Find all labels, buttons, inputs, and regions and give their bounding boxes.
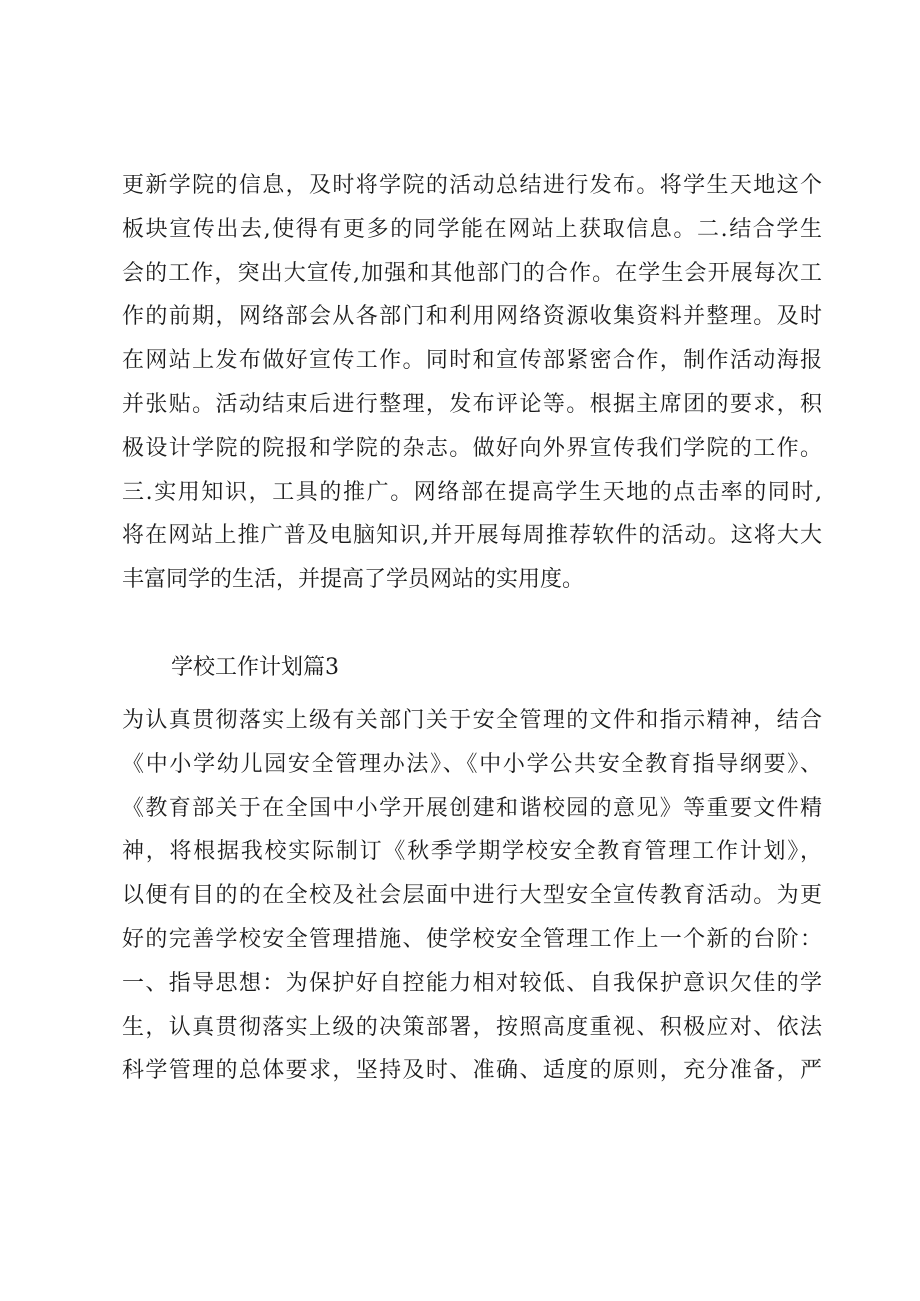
text-line: 作的前期，网络部会从各部门和利用网络资源收集资料并整理。及时	[122, 304, 822, 330]
text-line: 会的工作，突出大宣传,加强和其他部门的合作。在学生会开展每次工	[122, 260, 822, 286]
text-line: 以便有目的的在全校及社会层面中进行大型安全宣传教育活动。为更	[122, 883, 822, 909]
text-line: 丰富同学的生活，并提高了学员网站的实用度。	[122, 567, 585, 593]
paragraph-network-plan	[122, 164, 822, 602]
text-line: 一、指导思想：为保护好自控能力相对较低、自我保护意识欠佳的学	[122, 970, 822, 996]
text-line: 极设计学院的院报和学院的杂志。做好向外界宣传我们学院的工作。	[122, 435, 822, 461]
text-line: 《教育部关于在全国中小学开展创建和谐校园的意见》等重要文件精	[122, 795, 822, 821]
text-line: 在网站上发布做好宣传工作。同时和宣传部紧密合作，制作活动海报	[122, 348, 822, 374]
text-line: 并张贴。活动结束后进行整理，发布评论等。根据主席团的要求，积	[122, 391, 822, 417]
text-line: 三.实用知识，工具的推广。网络部在提高学生天地的点击率的同时,	[122, 479, 822, 505]
text-line: 《中小学幼儿园安全管理办法》、《中小学公共安全教育指导纲要》、	[122, 751, 822, 777]
section-heading: 学校工作计划篇3	[171, 655, 339, 680]
text-line: 板块宣传出去,使得有更多的同学能在网站上获取信息。二.结合学生	[122, 216, 822, 242]
text-line: 更新学院的信息，及时将学院的活动总结进行发布。将学生天地这个	[122, 173, 822, 198]
text-line: 为认真贯彻落实上级有关部门关于安全管理的文件和指示精神，结合	[122, 708, 822, 733]
paragraph-safety-plan	[122, 699, 822, 1093]
text-line: 神，将根据我校实际制订《秋季学期学校安全教育管理工作计划》，	[122, 839, 822, 865]
text-line: 好的完善学校安全管理措施、使学校安全管理工作上一个新的台阶：	[122, 926, 822, 952]
text-line: 科学管理的总体要求，坚持及时、准确、适度的原则，充分准备，严	[122, 1058, 822, 1084]
text-line: 生，认真贯彻落实上级的决策部署，按照高度重视、积极应对、依法	[122, 1014, 822, 1040]
text-line: 将在网站上推广普及电脑知识,并开展每周推荐软件的活动。这将大大	[122, 523, 822, 549]
